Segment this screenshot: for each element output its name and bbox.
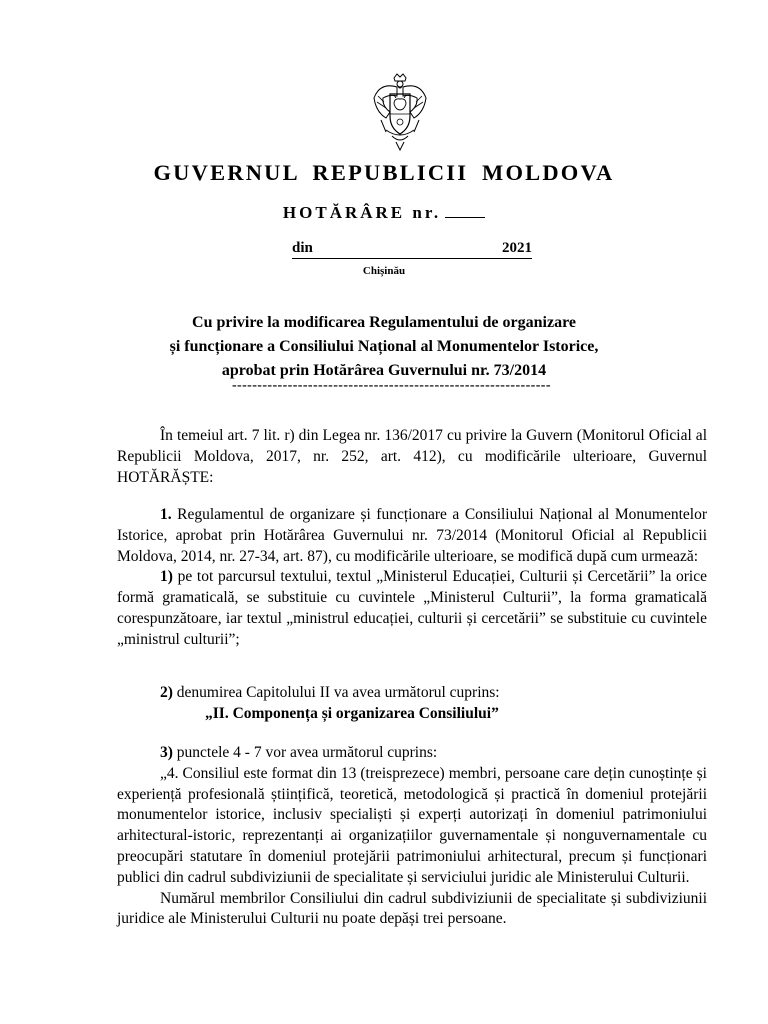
article-1-sub1 — [117, 567, 707, 650]
point-2-text — [117, 683, 707, 704]
point-2-body: denumirea Capitolului II va avea următorul cuprins: — [172, 684, 500, 701]
subject-line-2: și funcționare a Consiliului Național al Monumentelor Istorice, — [169, 338, 599, 355]
point-3-number: 3) — [160, 744, 173, 761]
government-title: GUVERNUL REPUBLICII MOLDOVA — [153, 160, 615, 185]
subject-line-3: aprobat prin Hotărârea Guvernului nr. 73/2014 — [221, 362, 547, 379]
point-2 — [117, 683, 707, 725]
article-1 — [117, 505, 707, 651]
article-1-body: Regulamentul de organizare și funcționare a Consiliului Național al Monumentelor Istorice, aprobat prin Hotărârea Guvernului nr. 73/2014 (Monitorul Oficial al Republicii Moldova, 2014, nr. 27-34, art. 87), cu modificările ulterioare, se modifică după cum urmează: — [117, 506, 707, 565]
article-1-text — [117, 505, 707, 567]
point-3-text — [117, 743, 707, 764]
city: Chișinău — [362, 265, 406, 277]
point-3-body: punctele 4 - 7 vor avea următorul cuprins: — [172, 744, 438, 761]
point-2-quote: „II. Componența și organizarea Consiliului” — [205, 704, 499, 722]
point-4-paragraph: „4. Consiliul este format din 13 (treisprezece) membri, persoane care dețin cunoștințe și experiență profesională științifică, teoretică, metodologică și practică în domeniul protejării monumentelor istorice, inclusiv specialiști și experți autorizați în domeniul patrimoniului arhitectural-istoric, reprezentanți ai organizațiilor guvernamentale și nonguvernamentale cu preocupări statutare în domeniul protejării patrimoniului arhitectural, precum și funcționari publici din cadrul subdiviziunii de specialitate și serviciului juridic ale Ministerului Culturii. — [117, 764, 707, 886]
date-din: din — [292, 240, 313, 256]
subject-line-1: Cu privire la modificarea Regulamentului de organizare — [192, 314, 576, 331]
separator-line: --------------------------------------------------------------- — [232, 378, 551, 393]
date-year: 2021 — [502, 240, 532, 256]
decision-number-blank — [445, 203, 485, 218]
point-4-paragraph-b: Numărul membrilor Consiliului din cadrul subdiviziunii de specialitate și subdiviziunii juridice ale Ministerului Culturii nu poate depăși trei persoane. — [117, 889, 707, 928]
point-2-number: 2) — [160, 684, 173, 701]
decision-subject — [0, 311, 768, 383]
preamble-text: În temeiul art. 7 lit. r) din Legea nr. 136/2017 cu privire la Guvern (Monitorul Oficial al Republicii Moldova, 2017, nr. 252, art. 412), cu modificările ulterioare, Guvernul HOTĂRĂȘTE: — [117, 427, 707, 486]
article-1-number: 1. — [160, 506, 172, 523]
article-1-sub1-number: 1) — [160, 568, 173, 586]
decision-label: HOTĂRÂRE nr. — [282, 203, 442, 222]
decision-title — [0, 203, 768, 223]
preamble — [117, 426, 707, 488]
coat-of-arms-icon — [370, 72, 430, 154]
point-3 — [117, 743, 707, 930]
date-line — [292, 240, 532, 259]
article-1-sub1-body: pe tot parcursul textului, textul „Ministerul Educației, Culturii și Cercetării” la orice formă gramaticală, se substituie cu cuvintele „Ministerul Culturii”, la forma gramaticală corespunzătoare, iar textul „ministrul educației, culturii și cercetării” se substituie cu cuvintele „ministrul culturii”; — [117, 568, 707, 648]
